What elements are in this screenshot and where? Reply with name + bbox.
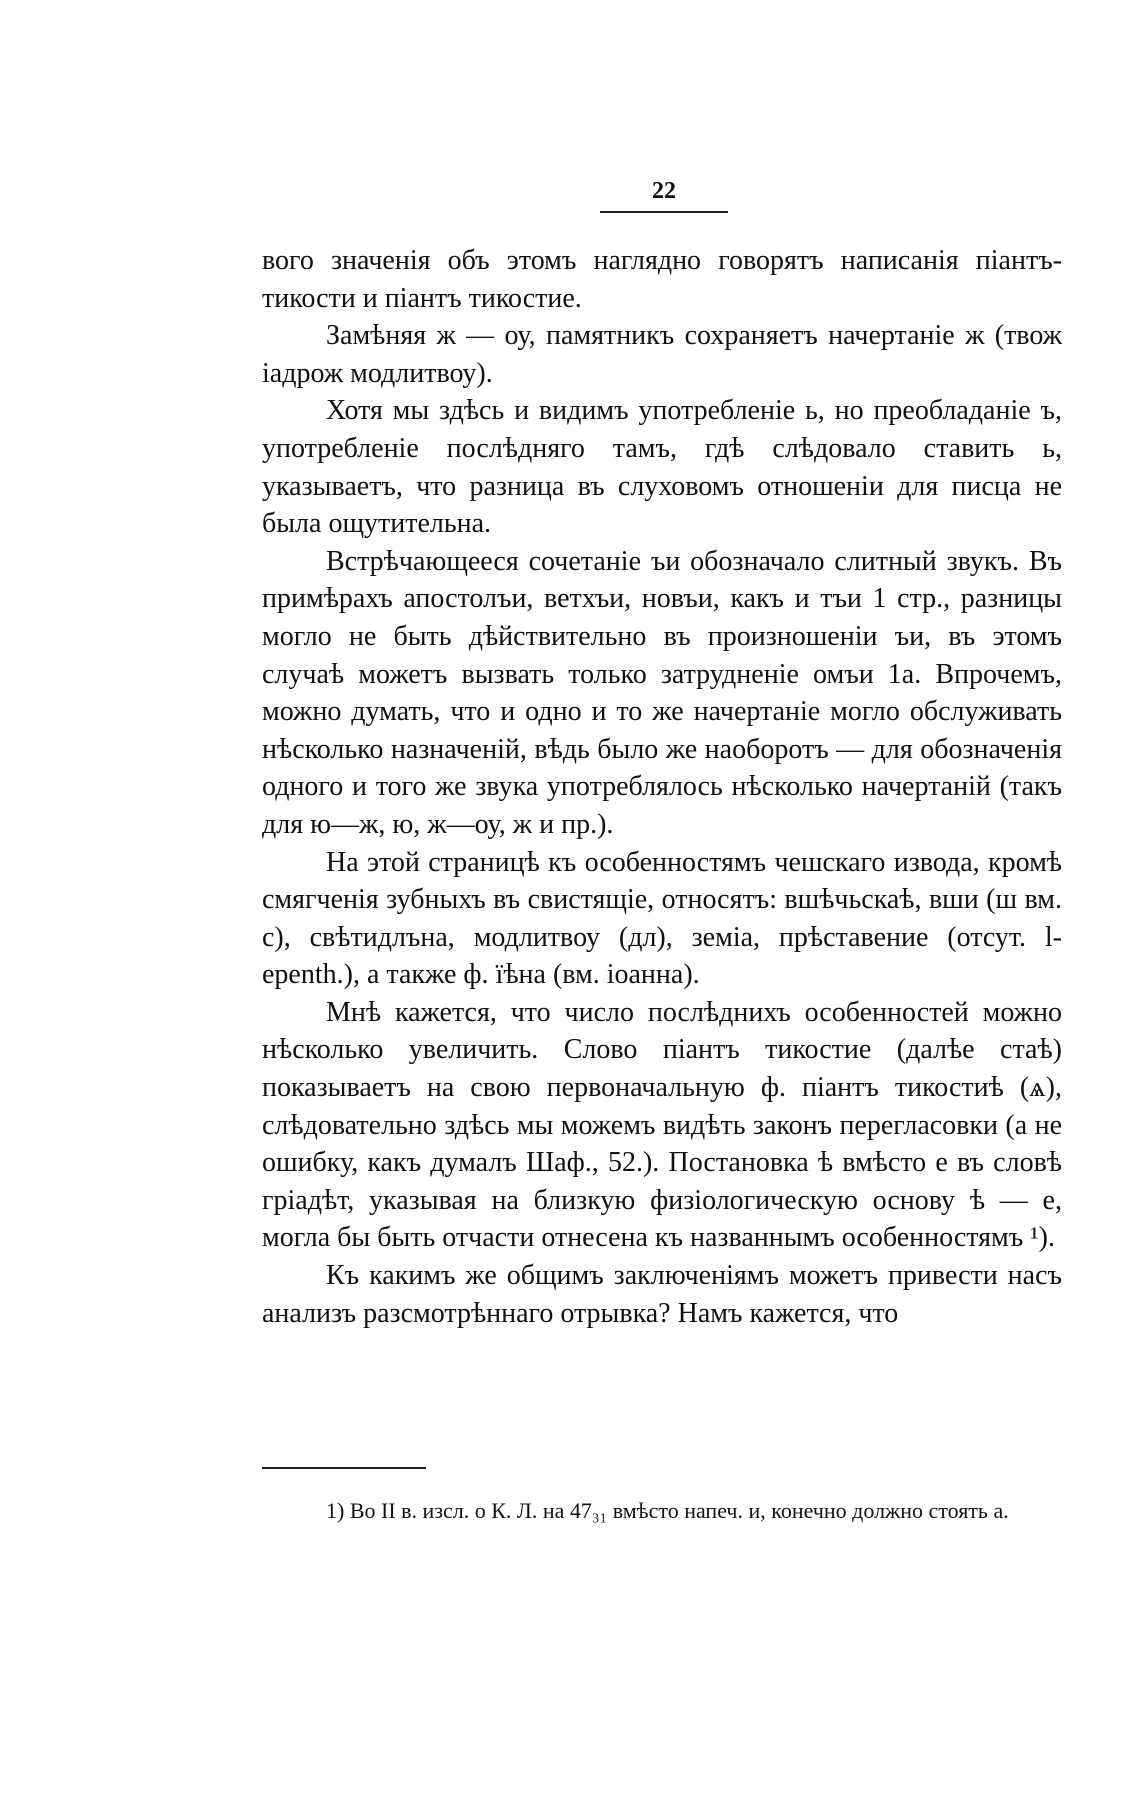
paragraph-continuation: вого значенія объ этомъ наглядно говорятъ написанія пiантъ-тикости и пiантъ тикостие. bbox=[262, 245, 1062, 314]
paragraph: Замѣняя ж — оу, памятникъ сохраняетъ начертаніе ж (твож iадрож модлитвоу). bbox=[262, 320, 1062, 389]
body-text bbox=[262, 242, 1062, 1332]
footnote-text: 1) Во II в. изсл. о К. Л. на 47₃₁ вмѣсто напеч. и, конечно должно стоять а. bbox=[326, 1498, 1009, 1523]
paragraph: Встрѣчающееся сочетаніе ъи обозначало слитный звукъ. Въ примѣрахъ апостолъи, ветхъи, новъи, какъ и тъи 1 стр., разницы могло не быть дѣйствительно въ произношеніи ъи, въ этомъ случаѣ можетъ вызвать только затрудненіе омъи 1а. Впрочемъ, можно думать, что и одно и то же начертаніе могло обслуживать нѣсколько назначеній, вѣдь было же наоборотъ — для обозначенія одного и того же звука употреблялось нѣсколько начертаній (такъ для ю—ж, ю, ж—оу, ж и пр.). bbox=[262, 545, 1062, 840]
footnote-rule bbox=[262, 1467, 426, 1469]
paragraph: Хотя мы здѣсь и видимъ употребленіе ь, но преобладаніе ъ, употребленіе послѣдняго тамъ, гдѣ слѣдовало ставить ь, указываетъ, что разница въ слуховомъ отношеніи для писца не была ощутительна. bbox=[262, 395, 1062, 540]
paragraph: Мнѣ кажется, что число послѣднихъ особенностей можно нѣсколько увеличить. Слово пiантъ тикостие (далѣе стаѣ) показываетъ на свою первоначальную ф. пiантъ тикостиѣ (ѧ), слѣдовательно здѣсь мы можемъ видѣть законъ перегласовки (а не ошибку, какъ думалъ Шаф., 52.). Постановка ѣ вмѣсто е въ словѣ грiадѣт, указывая на близкую физіологическую основу ѣ — е, могла бы быть отчасти отнесена къ названнымъ особенностямъ ¹). bbox=[262, 996, 1062, 1254]
page-number: 22 bbox=[652, 178, 676, 204]
page-number-rule bbox=[600, 211, 728, 213]
paragraph: На этой страницѣ къ особенностямъ чешскаго извода, кромѣ смягченія зубныхъ въ свистящіе, относятъ: вшѣчьскаѣ, вши (ш вм. с), свѣтидлъна, модлитвоу (дл), земiа, прѣставение (отсут. l-epenth.), а также ф. їѣна (вм. іоанна). bbox=[262, 846, 1062, 991]
paragraph: Къ какимъ же общимъ заключеніямъ можетъ привести насъ анализъ разсмотрѣннаго отрывка? Намъ кажется, что bbox=[262, 1260, 1062, 1329]
footnote bbox=[262, 1494, 1062, 1527]
